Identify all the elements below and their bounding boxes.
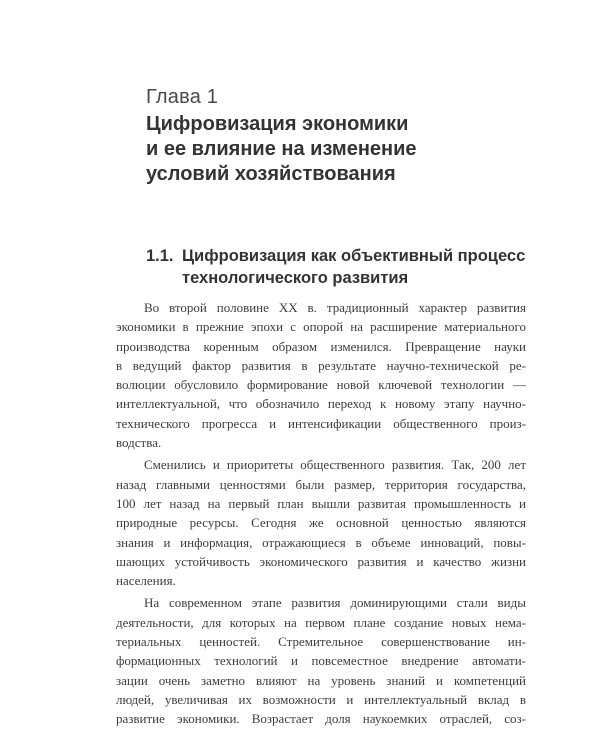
text-line: Сменились и приоритеты общественного развития. Так, 200 лет bbox=[144, 457, 526, 473]
section-number: 1.1. bbox=[146, 247, 174, 265]
text-line: знания и информация, отражающиеся в объеме инноваций, повы- bbox=[116, 534, 526, 550]
chapter-label: Глава 1 bbox=[146, 86, 219, 108]
text-line: населения. bbox=[116, 573, 176, 589]
paragraph bbox=[116, 593, 526, 728]
text-line: технического прогресса и интенсификации общественного произ- bbox=[116, 415, 526, 431]
chapter-title-line: условий хозяйствования bbox=[146, 163, 396, 185]
text-line: зации очень заметно влияют на уровень знаний и компетенций bbox=[116, 672, 526, 688]
text-line: шающих устойчивость экономического развития и качество жизни bbox=[116, 553, 526, 569]
chapter-title bbox=[146, 112, 476, 187]
text-line: экономики в прежние эпохи с опорой на расширение материального bbox=[116, 319, 526, 335]
paragraph bbox=[116, 298, 526, 452]
text-line: 100 лет назад на первый план вышли развитая промышленность и bbox=[116, 495, 526, 511]
text-line: На современном этапе развития доминирующими стали виды bbox=[144, 595, 526, 611]
chapter-title-line: и ее влияние на изменение bbox=[146, 138, 417, 160]
text-line: в ведущий фактор развития в результате научно-технической ре- bbox=[116, 357, 526, 373]
section-title-line: технологического развития bbox=[182, 269, 409, 287]
text-line: териальных ценностей. Стремительное совершенствование ин- bbox=[116, 634, 526, 650]
body-text bbox=[116, 298, 526, 729]
text-line: производства коренным образом изменился. Превращение науки bbox=[116, 338, 526, 354]
text-line: природные ресурсы. Сегодня же основной ценностью являются bbox=[116, 515, 526, 531]
text-line: деятельности, для которых на первом плане создание новых нема- bbox=[116, 614, 526, 630]
text-line: водства. bbox=[116, 435, 162, 451]
text-line: развитие экономики. Возрастает доля наукоемких отраслей, соз- bbox=[116, 711, 526, 727]
text-line: формационных технологий и повсеместное внедрение автомати- bbox=[116, 653, 526, 669]
text-line: волюции обусловило формирование новой ключевой технологии — bbox=[116, 377, 526, 393]
paragraph bbox=[116, 455, 526, 590]
section-title-line: Цифровизация как объективный процесс bbox=[182, 247, 526, 265]
text-line: назад главными ценностями были размер, территория государства, bbox=[116, 476, 526, 492]
section-title bbox=[146, 245, 526, 289]
text-line: интеллектуальной, что обозначило переход к новому этапу научно- bbox=[116, 396, 526, 412]
chapter-title-line: Цифровизация экономики bbox=[146, 113, 409, 135]
text-line: людей, увеличивая их возможности и интеллектуальный вклад в bbox=[116, 691, 526, 707]
text-line: Во второй половине XX в. традиционный характер развития bbox=[144, 300, 526, 315]
